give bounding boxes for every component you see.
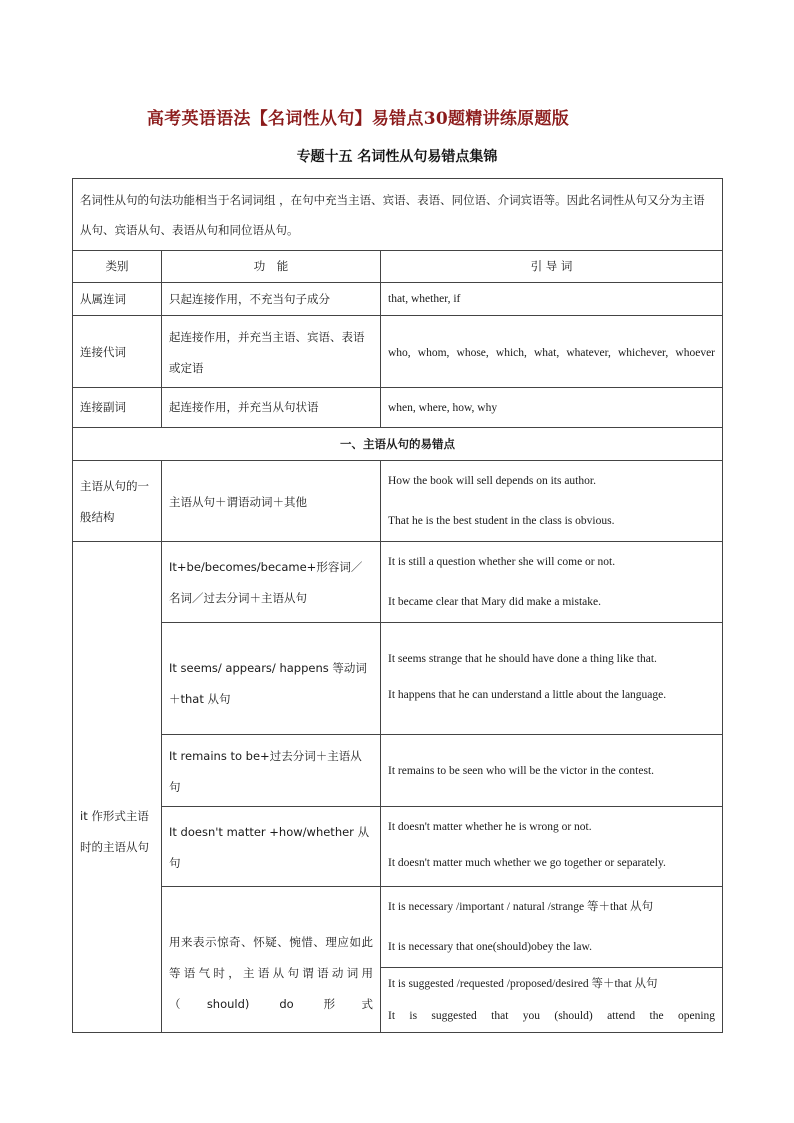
it-form-pattern: It+be/becomes/became+形容词／名词／过去分词＋主语从句 — [162, 542, 381, 623]
table-row — [73, 283, 723, 316]
it-form-pattern: It remains to be+过去分词＋主语从句 — [162, 735, 381, 807]
example-sentence: It doesn't matter whether he is wrong or not. — [388, 820, 592, 833]
header-function: 功 能 — [162, 251, 381, 283]
intro-cell — [73, 179, 723, 251]
example-sentence: It is necessary that one(should)obey the law. — [388, 941, 592, 953]
table-row — [73, 316, 723, 388]
example-sentence: It remains to be seen who will be the victor in the contest. — [388, 764, 655, 777]
connector-words-text: that, whether, if — [388, 293, 461, 305]
document-subtitle: 专题十五 名词性从句易错点集锦 — [296, 149, 498, 165]
example-sentence: It is still a question whether she will come or not. — [388, 556, 616, 568]
table-row — [73, 461, 723, 542]
connector-words-text: who, whom, whose, which, what, whatever, whichever, whoever — [388, 346, 716, 359]
connector-category: 从属连词 — [73, 283, 162, 316]
it-form-examples — [381, 623, 723, 735]
connector-category: 连接代词 — [73, 316, 162, 388]
connector-words — [381, 316, 723, 388]
header-row — [73, 251, 723, 283]
table-row — [73, 388, 723, 428]
example-sentence: It seems strange that he should have done a thing like that. — [388, 652, 657, 665]
connector-function: 只起连接作用，不充当句子成分 — [162, 283, 381, 316]
header-introducer: 引 导 词 — [381, 251, 723, 283]
table-row — [73, 735, 723, 807]
it-form-pattern-text: 用来表示惊奇、怀疑、惋惜、理应如此等语气时，主语从句谓语动词用（should) do 形式 — [169, 935, 373, 1011]
it-form-category — [73, 542, 162, 1033]
section-row — [73, 428, 723, 461]
example-group — [381, 968, 722, 1032]
intro-text: 名词性从句的句法功能相当于名词词组 ，在句中充当主语、宾语、表语、同位语、介词宾语等。因此名词性从句又分为主语从句、宾语从句、表语从句和同位语从句。 — [80, 192, 705, 237]
it-form-examples — [381, 807, 723, 887]
grammar-table — [72, 178, 723, 1033]
connector-words — [381, 388, 723, 428]
it-form-pattern: It doesn't matter +how/whether 从句 — [162, 807, 381, 887]
connector-words-text: when, where, how, why — [388, 401, 498, 414]
document-title: 高考英语语法【名词性从句】易错点30题精讲练原题版 — [146, 109, 570, 129]
it-form-category-text: it 作形式主语时的主语从句 — [80, 809, 149, 854]
example-sentence: It is necessary /important / natural /strange 等＋that 从句 — [388, 901, 654, 913]
it-form-examples — [381, 735, 723, 807]
connector-function: 起连接作用，并充当从句状语 — [162, 388, 381, 428]
table-row — [73, 807, 723, 887]
header-category: 类别 — [73, 251, 162, 283]
example-sentence: It became clear that Mary did make a mistake. — [388, 596, 601, 608]
example-sentence: That he is the best student in the class is obvious. — [388, 515, 615, 527]
connector-words — [381, 283, 723, 316]
example-sentence: It is suggested that you (should) attend the opening — [388, 1010, 716, 1022]
example-sentence: It happens that he can understand a little about the language. — [388, 688, 667, 701]
example-sentence: How the book will sell depends on its author. — [388, 475, 596, 487]
table-row — [73, 887, 723, 1033]
general-category: 主语从句的一般结构 — [73, 461, 162, 542]
it-form-pattern: It seems/ appears/ happens 等动词＋that 从句 — [162, 623, 381, 735]
table-row — [73, 623, 723, 735]
example-sentence: It doesn't matter much whether we go together or separately. — [388, 856, 666, 869]
it-form-examples — [381, 887, 723, 1033]
example-sentence: It is suggested /requested /proposed/desired 等＋that 从句 — [388, 978, 658, 990]
general-pattern: 主语从句＋谓语动词＋其他 — [162, 461, 381, 542]
it-form-pattern — [162, 887, 381, 1033]
section-heading: 一、主语从句的易错点 — [73, 428, 723, 461]
connector-category: 连接副词 — [73, 388, 162, 428]
connector-function: 起连接作用，并充当主语、宾语、表语或定语 — [162, 316, 381, 388]
example-group — [381, 887, 722, 968]
table-row — [73, 542, 723, 623]
intro-row — [73, 179, 723, 251]
it-form-examples — [381, 542, 723, 623]
general-examples — [381, 461, 723, 542]
